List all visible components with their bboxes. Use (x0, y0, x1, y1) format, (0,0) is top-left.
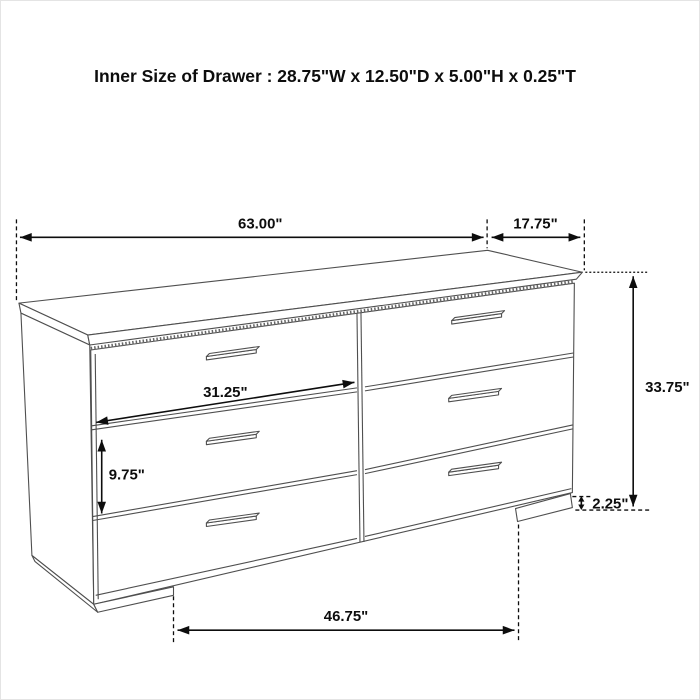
base-clearance-label: 46.75" (323, 608, 369, 626)
drawer-height-label: 9.75" (108, 466, 145, 484)
inner-size-caption: Inner Size of Drawer : 28.75"W x 12.50"D x 5.00"H x 0.25"T (94, 65, 576, 86)
overall-width-label: 63.00" (238, 215, 283, 233)
base-height-label: 2.25" (592, 495, 629, 513)
dresser-dimension-diagram (1, 1, 699, 699)
drawer-width-label: 31.25" (203, 383, 248, 401)
depth-label: 17.75" (513, 215, 558, 233)
overall-height-label: 33.75" (645, 378, 690, 396)
